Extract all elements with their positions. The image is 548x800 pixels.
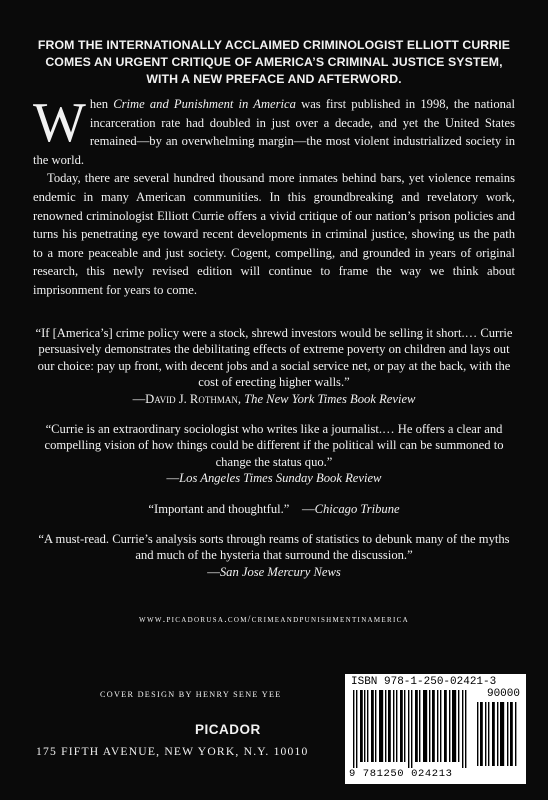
review-quote-rothman [30, 325, 518, 407]
headline [28, 37, 520, 88]
description [33, 92, 515, 300]
website-url: www.picadorusa.com/crimeandpunishmentinamerica [139, 614, 409, 625]
quote-author: — [207, 564, 220, 579]
review-quote-mercury-news [30, 531, 518, 580]
publisher-address: 175 FIFTH AVENUE, NEW YORK, N.Y. 10010 [36, 745, 309, 758]
paragraph-1-start: hen [89, 97, 114, 111]
price-code: 90000 [486, 688, 520, 700]
quote-attribution [30, 470, 518, 486]
ean-barcode-bars [353, 690, 471, 768]
review-quote-la-times [30, 421, 518, 487]
quote-attribution [30, 564, 518, 580]
quote-text: “If [America’s] crime policy were a stock, shrewd investors would be selling it short.… Currie persuasively demonstrates the debilitating effects of extreme poverty on children and lays out our choice: pay up front, with decent jobs and a social service net, or pay at the back, with the cost of erecting higher walls.” [35, 326, 513, 390]
description-paragraph-1 [33, 92, 515, 169]
publisher-logo-text: PICADOR [195, 722, 261, 737]
cover-design-credit: COVER DESIGN BY HENRY SENE YEE [100, 690, 282, 699]
review-quotes [30, 325, 518, 594]
quote-source: San Jose Mercury News [219, 564, 341, 579]
review-quote-chicago-tribune [30, 501, 518, 517]
quote-source: Chicago Tribune [314, 501, 400, 516]
isbn-label: ISBN 978-1-250-02421-3 [351, 676, 497, 688]
quote-text: “Currie is an extraordinary sociologist who writes like a journalist.… He offers a clear and compelling vision of how things could be different if the political will can be summoned to change the status quo.” [44, 422, 504, 469]
book-title: Crime and Punishment in America [113, 97, 296, 111]
headline-line-1: FROM THE INTERNATIONALLY ACCLAIMED CRIMINOLOGIST ELLIOTT CURRIE [37, 38, 511, 52]
headline-line-2: COMES AN URGENT CRITIQUE OF AMERICA’S CRIMINAL JUSTICE SYSTEM, [45, 55, 503, 69]
quote-text: “Important and thoughtful.” [148, 501, 290, 516]
paragraph-1-rest: was first published in 1998, the national incarceration rate had doubled in just over a decade, and yet the United States remained—by an overwhelming margin—the most violent industrialized society in the world. [33, 97, 515, 167]
price-addon-bars [477, 702, 519, 766]
isbn-barcode [345, 674, 526, 784]
quote-source: The New York Times Book Review [244, 391, 416, 406]
quote-source: Los Angeles Times Sunday Book Review [179, 471, 382, 486]
quote-attribution [30, 391, 518, 407]
description-paragraph-2: Today, there are several hundred thousand more inmates behind bars, yet violence remains endemic in many American communities. In this groundbreaking and revelatory work, renowned criminologist Elliott Currie offers a vivid critique of our nation’s prison policies and turns his penetrating eye toward recent developments in criminal justice, showing us the path to a more peaceable and just society. Cogent, compelling, and grounded in years of original research, this newly revised edition will continue to frame the way we think about imprisonment for years to come. [33, 171, 515, 297]
headline-line-3: WITH A NEW PREFACE AND AFTERWORD. [146, 72, 402, 86]
quote-author: — [301, 501, 315, 516]
quote-text: “A must-read. Currie’s analysis sorts through reams of statistics to debunk many of the myths and much of the hysteria that surround the discussion.” [38, 532, 510, 563]
quote-author: —David J. Rothman, [132, 391, 241, 406]
quote-author: — [166, 471, 180, 486]
drop-cap: W [33, 92, 86, 154]
ean-digits: 9 781250 024213 [349, 768, 453, 780]
